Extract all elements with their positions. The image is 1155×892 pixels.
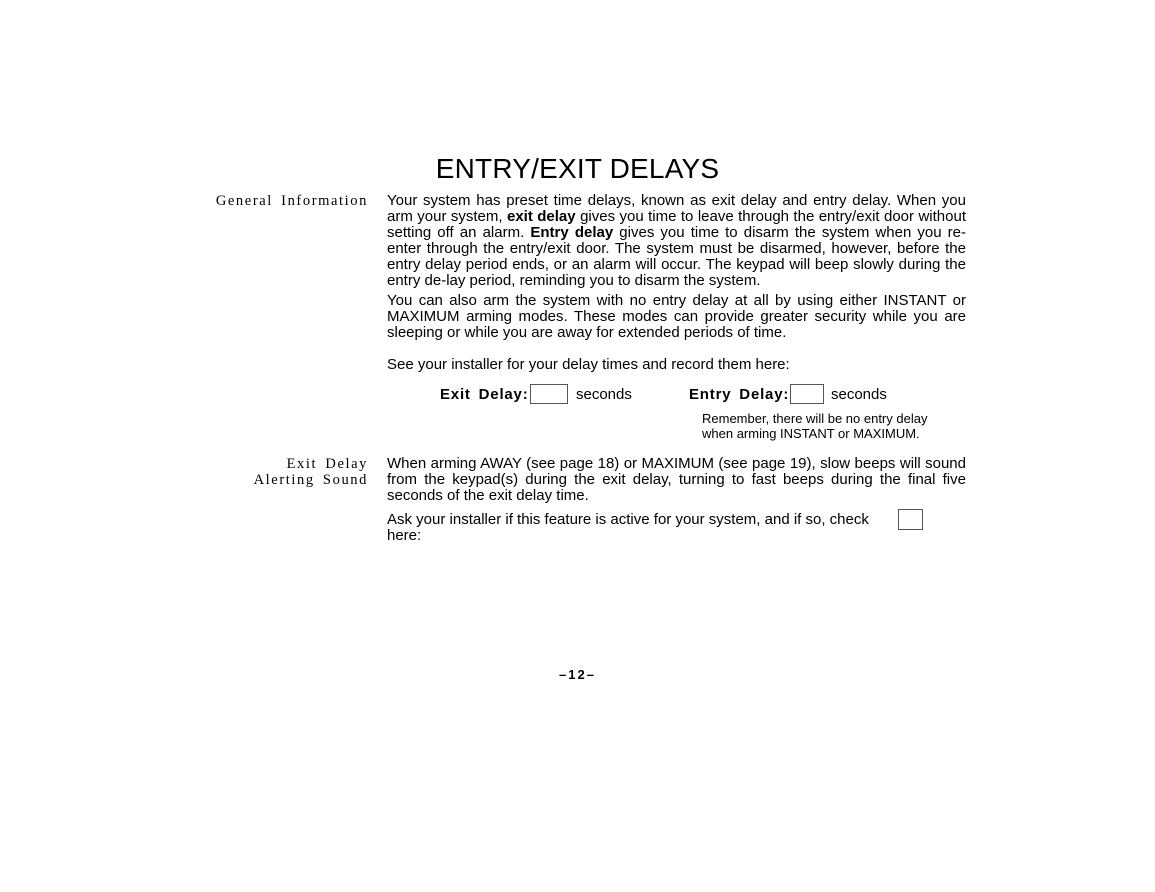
general-paragraph-3: See your installer for your delay times and record them here: <box>387 356 790 373</box>
entry-delay-note-line-2: when arming INSTANT or MAXIMUM. <box>702 426 920 441</box>
exit-delay-term: exit delay <box>506 208 576 225</box>
entry-delay-note-line-1: Remember, there will be no entry delay <box>702 411 928 426</box>
general-information-heading: General Information <box>215 193 368 209</box>
entry-delay-label: Entry Delay: <box>689 386 790 403</box>
entry-delay-term: Entry delay <box>530 224 614 241</box>
general-paragraph-2: You can also arm the system with no entry delay at all by using either INSTANT or MAXIMUM arming modes. These modes can provide greater security while you are sleeping or while you are away for extended periods of time. <box>387 292 966 341</box>
exit-sound-paragraph-2: Ask your installer if this feature is active for your system, and if so, check here: <box>387 511 869 544</box>
exit-sound-paragraph-1: When arming AWAY (see page 18) or MAXIMUM (see page 19), slow beeps will sound from the keypad(s) during the exit delay, turning to fast beeps during the final five seconds of the exit delay time. <box>387 455 966 504</box>
feature-active-checkbox[interactable] <box>898 509 923 530</box>
exit-delay-label: Exit Delay: <box>440 386 529 403</box>
entry-delay-input-box[interactable] <box>790 384 824 404</box>
entry-delay-seconds-label: seconds <box>831 386 887 403</box>
exit-delay-heading-line-2: Alerting Sound <box>253 472 368 488</box>
exit-delay-input-box[interactable] <box>530 384 568 404</box>
exit-delay-heading-line-1: Exit Delay <box>286 456 368 472</box>
page-number: –12– <box>559 667 596 682</box>
general-paragraph-1: Your system has preset time delays, known as exit delay and entry delay. When you arm your system, exit delay gives you time to leave through the entry/exit door without setting off an alarm. Entry delay gives you time to disarm the system when you re-enter through the entry/exit door. The system must be disarmed, however, before the entry delay period ends, or an alarm will occur. The keypad will beep slowly during the entry de-lay period, reminding you to disarm the system. <box>387 192 967 289</box>
exit-delay-seconds-label: seconds <box>576 386 632 403</box>
page-title: ENTRY/EXIT DELAYS <box>435 153 720 184</box>
